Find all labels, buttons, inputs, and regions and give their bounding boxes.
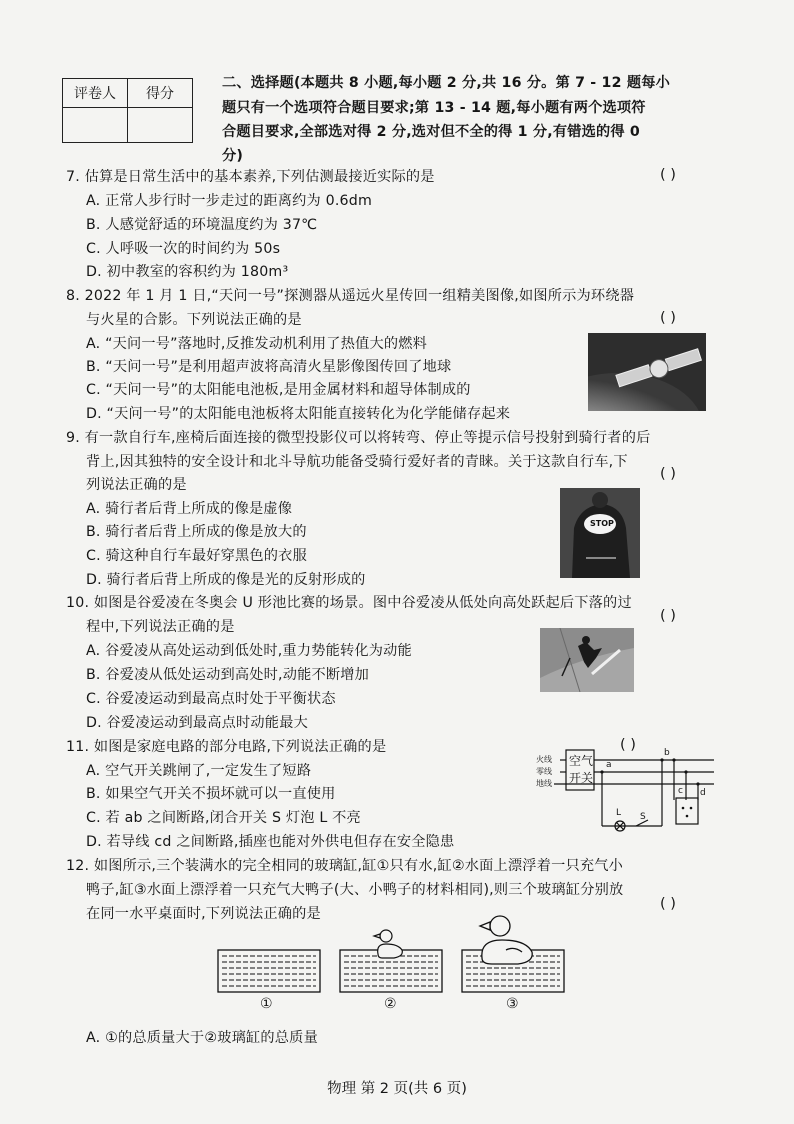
q8-stem-line2: 与火星的合影。下列说法正确的是: [86, 312, 302, 328]
q11-stem: 11. 如图是家庭电路的部分电路,下列说法正确的是: [66, 739, 387, 755]
live-wire-label: 火线: [536, 755, 552, 764]
score-table: [62, 78, 193, 143]
tank3-label: ③: [506, 996, 519, 1012]
q8-option-c: C. “天问一号”的太阳能电池板,是用金属材料和超导体制成的: [86, 382, 471, 398]
q10-option-b: B. 谷爱凌从低处运动到高处时,动能不断增加: [86, 667, 370, 683]
q8-option-a: A. “天问一号”落地时,反推发动机利用了热值大的燃料: [86, 336, 428, 352]
section-heading-line4: 分): [222, 148, 244, 164]
point-a-label: a: [606, 760, 612, 770]
q7-stem: 7. 估算是日常生活中的基本素养,下列估测最接近实际的是: [66, 169, 435, 185]
q9-bicycle-photo: [560, 488, 640, 578]
ground-wire-label: 地线: [536, 779, 552, 788]
page-footer: 物理 第 2 页(共 6 页): [327, 1081, 467, 1097]
q12-tanks-figure: [210, 910, 570, 1018]
q8-satellite-photo: [588, 333, 706, 411]
breaker-label-line2: 开关: [569, 771, 594, 785]
q12-stem-line1: 12. 如图所示,三个装满水的完全相同的玻璃缸,缸①只有水,缸②水面上漂浮着一只充气小: [66, 858, 624, 874]
q8-option-d: D. “天问一号”的太阳能电池板将太阳能直接转化为化学能储存起来: [86, 406, 511, 422]
reviewer-label: 评卷人: [63, 79, 128, 108]
q10-option-a: A. 谷爱凌从高处运动到低处时,重力势能转化为动能: [86, 643, 412, 659]
q11-answer-paren: ( ): [620, 737, 636, 753]
q10-answer-paren: ( ): [660, 608, 676, 624]
breaker-label-line1: 空气: [569, 754, 594, 768]
q8-answer-paren: ( ): [660, 310, 676, 326]
q10-skier-photo: [540, 628, 634, 692]
q10-option-c: C. 谷爱凌运动到最高点时处于平衡状态: [86, 691, 336, 707]
q9-option-b: B. 骑行者后背上所成的像是放大的: [86, 524, 307, 540]
q9-stem-line1: 9. 有一款自行车,座椅后面连接的微型投影仪可以将转弯、停止等提示信号投射到骑行者的后: [66, 430, 651, 446]
point-d-label: d: [700, 788, 706, 798]
q11-option-b: B. 如果空气开关不损坏就可以一直使用: [86, 786, 336, 802]
q7-option-d: D. 初中教室的容积约为 180m³: [86, 264, 289, 280]
q9-option-a: A. 骑行者后背上所成的像是虚像: [86, 501, 293, 517]
q7-answer-paren: ( ): [660, 167, 676, 183]
q11-option-d: D. 若导线 cd 之间断路,插座也能对外供电但存在安全隐患: [86, 834, 455, 850]
tank2-label: ②: [384, 996, 397, 1012]
q12-option-a: A. ①的总质量大于②玻璃缸的总质量: [86, 1030, 318, 1046]
q9-stop-sign-text: STOP: [590, 519, 614, 528]
big-duck-icon: [480, 916, 532, 964]
q9-option-c: C. 骑这种自行车最好穿黑色的衣服: [86, 548, 307, 564]
score-label: 得分: [128, 79, 193, 108]
switch-label: S: [640, 812, 646, 822]
q12-answer-paren: ( ): [660, 896, 676, 912]
q8-stem-line1: 8. 2022 年 1 月 1 日,“天问一号”探测器从遥远火星传回一组精美图像,如图所示为环绕器: [66, 288, 635, 304]
point-b-label: b: [664, 748, 670, 758]
q11-option-c: C. 若 ab 之间断路,闭合开关 S 灯泡 L 不亮: [86, 810, 361, 826]
q11-option-a: A. 空气开关跳闸了,一定发生了短路: [86, 763, 312, 779]
neutral-wire-label: 零线: [536, 767, 552, 776]
score-cell: [128, 108, 193, 143]
q9-option-d: D. 骑行者后背上所成的像是光的反射形成的: [86, 572, 366, 588]
q8-option-b: B. “天问一号”是利用超声波将高清火星影像图传回了地球: [86, 359, 452, 375]
q12-stem-line2: 鸭子,缸③水面上漂浮着一只充气大鸭子(大、小鸭子的材料相同),则三个玻璃缸分别放: [86, 882, 624, 898]
section-heading-line2: 题只有一个选项符合题目要求;第 13 - 14 题,每小题有两个选项符: [222, 100, 646, 116]
q7-option-c: C. 人呼吸一次的时间约为 50s: [86, 241, 281, 257]
lamp-label: L: [616, 808, 622, 818]
q10-stem-line2: 程中,下列说法正确的是: [86, 619, 235, 635]
q9-stem-line3: 列说法正确的是: [86, 477, 187, 493]
q10-stem-line1: 10. 如图是谷爱凌在冬奥会 U 形池比赛的场景。图中谷爱凌从低处向高处跃起后下落的过: [66, 595, 632, 611]
section-heading-line1: 二、选择题(本题共 8 小题,每小题 2 分,共 16 分。第 7 - 12 题每小: [222, 75, 670, 91]
q7-option-b: B. 人感觉舒适的环境温度约为 37℃: [86, 217, 318, 233]
q11-circuit-diagram: [536, 748, 716, 836]
q9-answer-paren: ( ): [660, 466, 676, 482]
small-duck-icon: [374, 930, 402, 958]
tank1-label: ①: [260, 996, 273, 1012]
point-c-label: c: [678, 786, 683, 796]
q9-stem-line2: 背上,因其独特的安全设计和北斗导航功能备受骑行爱好者的青睐。关于这款自行车,下: [86, 454, 628, 470]
q7-option-a: A. 正常人步行时一步走过的距离约为 0.6dm: [86, 193, 372, 209]
q10-option-d: D. 谷爱凌运动到最高点时动能最大: [86, 715, 308, 731]
q12-stem-line3: 在同一水平桌面时,下列说法正确的是: [86, 906, 321, 922]
section-heading-line3: 合题目要求,全部选对得 2 分,选对但不全的得 1 分,有错选的得 0: [222, 124, 640, 140]
reviewer-cell: [63, 108, 128, 143]
